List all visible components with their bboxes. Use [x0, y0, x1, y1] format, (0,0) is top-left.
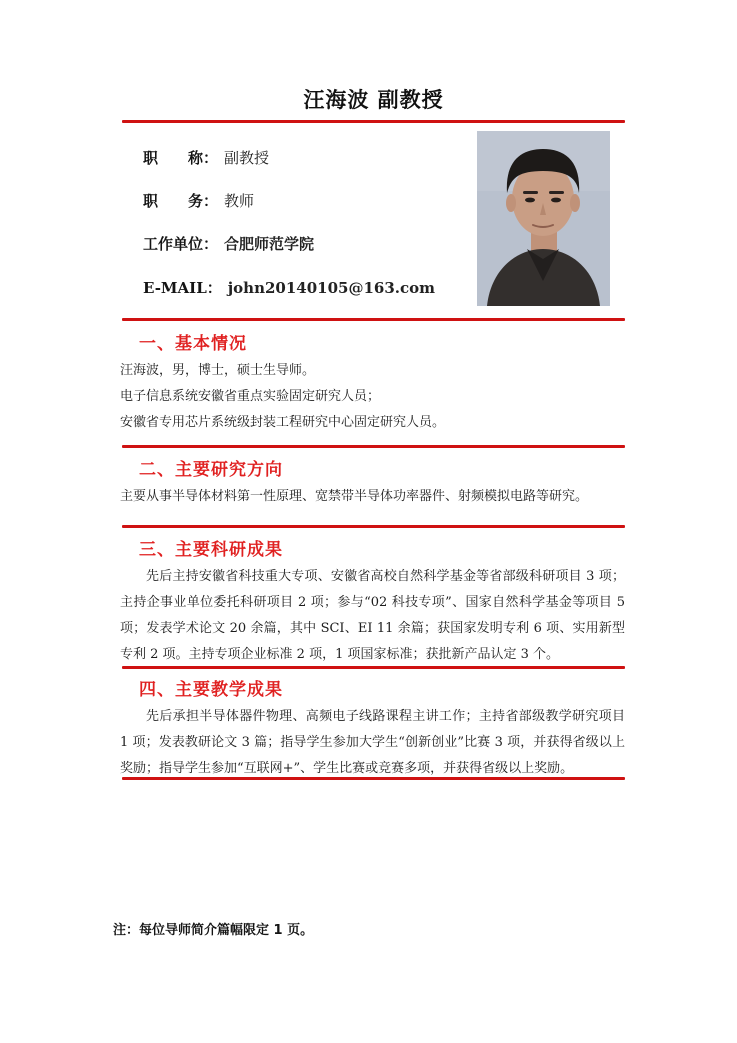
field-position-value: 教师 — [224, 192, 255, 210]
field-email-label: E-MAIL： — [143, 279, 222, 297]
field-email-value: john20140105@163.com — [227, 279, 436, 297]
page-title: 汪海波 副教授 — [303, 87, 444, 112]
field-email-row — [143, 277, 435, 299]
red-divider — [122, 525, 625, 528]
section-paragraph: 安徽省专用芯片系统级封装工程研究中心固定研究人员。 — [120, 415, 446, 430]
section-paragraph: 电子信息系统安徽省重点实验固定研究人员； — [120, 389, 381, 404]
profile-photo — [477, 131, 610, 306]
red-divider — [122, 445, 625, 448]
section-teaching-achievements — [120, 679, 625, 782]
section-heading: 三、主要科研成果 — [139, 540, 283, 560]
section-heading: 二、主要研究方向 — [139, 460, 283, 480]
field-title-row — [143, 147, 269, 169]
field-workplace-label: 工作单位： — [143, 235, 219, 253]
section-body — [120, 704, 625, 782]
section-body — [120, 564, 625, 668]
section-paragraph: 先后承担半导体器件物理、高频电子线路课程主讲工作；主持省部级教学研究项目 1 项；发表教研论文 3 篇；指导学生参加大学生“创新创业”比赛 3 项，并获得省级以上奖励；指导学生参加“互联网+”、学生比赛或竞赛多项，并获得省级以上奖励。 — [120, 709, 625, 776]
section-research-directions — [120, 459, 625, 510]
section-body — [120, 358, 625, 436]
section-heading: 一、基本情况 — [139, 334, 247, 354]
section-heading: 四、主要教学成果 — [139, 680, 283, 700]
section-paragraph: 主要从事半导体材料第一性原理、宽禁带半导体功率器件、射频模拟电路等研究。 — [120, 489, 589, 504]
field-position-label: 职 务： — [143, 192, 219, 210]
field-title-label: 职 称： — [143, 149, 219, 167]
field-workplace-value: 合肥师范学院 — [224, 235, 315, 253]
section-research-achievements — [120, 539, 625, 668]
section-paragraph: 汪海波，男，博士，硕士生导师。 — [120, 363, 316, 378]
red-divider — [122, 777, 625, 780]
field-workplace-row — [143, 233, 314, 255]
field-title-value: 副教授 — [224, 149, 270, 167]
footer-note: 注：每位导师简介篇幅限定 1 页。 — [113, 923, 314, 938]
section-basic-info — [120, 333, 625, 436]
red-divider — [122, 120, 625, 123]
section-paragraph: 先后主持安徽省科技重大专项、安徽省高校自然科学基金等省部级科研项目 3 项；主持企事业单位委托科研项目 2 项；参与“02 科技专项”、国家自然科学基金等项目 5 项；发表学术论文 20 余篇，其中 SCI、EI 11 余篇；获国家发明专利 6 项、实用新型专利 2 项。主持专项企业标准 2 项，1 项国家标准；获批新产品认定 3 个。 — [120, 569, 625, 662]
field-position-row — [143, 190, 254, 212]
red-divider — [122, 666, 625, 669]
section-body — [120, 484, 625, 510]
red-divider — [122, 318, 625, 321]
